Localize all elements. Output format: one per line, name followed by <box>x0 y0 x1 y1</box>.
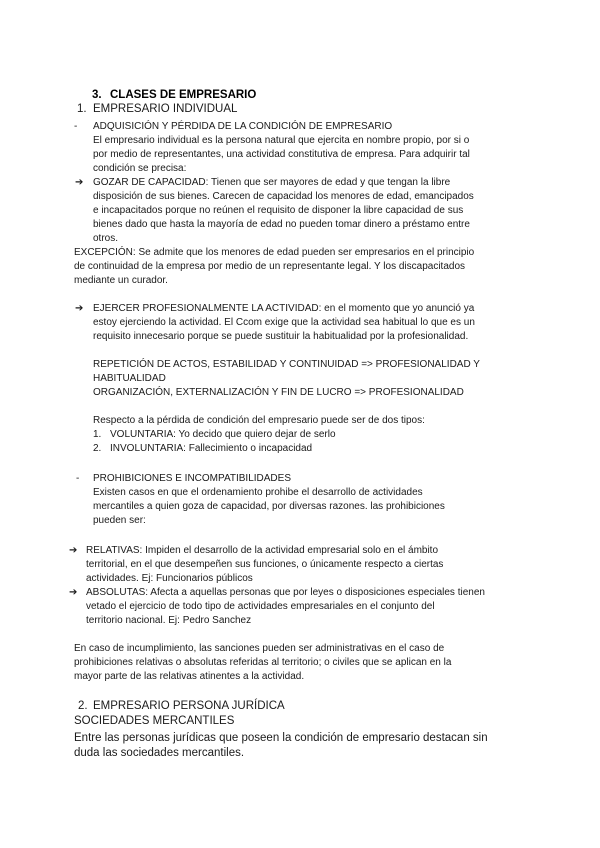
paragraph-line: condición se precisa: <box>93 163 187 174</box>
paragraph-line: ORGANIZACIÓN, EXTERNALIZACIÓN Y FIN DE LUCRO => PROFESIONALIDAD <box>93 387 464 398</box>
paragraph-line: e incapacitados porque no reúnen el requisito de disponer la libre capacidad de sus <box>93 205 464 216</box>
paragraph-line: actividades. Ej: Funcionarios públicos <box>86 573 253 584</box>
paragraph-line: de continuidad de la empresa por medio de un representante legal. Y los discapacitados <box>74 261 466 272</box>
juridica-title: EMPRESARIO PERSONA JURÍDICA <box>93 700 285 712</box>
list-item: INVOLUNTARIA: Fallecimiento o incapacidad <box>110 443 313 454</box>
paragraph-line: mediante un curador. <box>74 275 168 286</box>
paragraph-line: prohibiciones relativas o absolutas referidas al territorio; o civiles que se aplican en la <box>74 657 452 668</box>
list-number: 1. <box>93 429 102 440</box>
list-item: VOLUNTARIA: Yo decido que quiero dejar de serlo <box>110 429 336 440</box>
paragraph-line: vetado el ejercicio de todo tipo de actividades empresariales en el conjunto del <box>86 601 435 612</box>
individual-title: EMPRESARIO INDIVIDUAL <box>93 103 238 115</box>
paragraph-line: requisito innecesario porque se puede sustituir la habitualidad por la profesionalidad. <box>93 331 469 342</box>
paragraph-line: estoy ejerciendo la actividad. El Ccom exige que la actividad sea habitual lo que es un <box>93 317 475 328</box>
paragraph-line: ABSOLUTAS: Afecta a aquellas personas que por leyes o disposiciones especiales tienen <box>86 587 485 598</box>
paragraph-line: EXCEPCIÓN: Se admite que los menores de edad pueden ser empresarios en el principio <box>74 247 475 258</box>
paragraph-line: bienes dado que hasta la mayoría de edad no pueden tomar dinero a préstamo entre <box>93 219 470 230</box>
paragraph-line: EJERCER PROFESIONALMENTE LA ACTIVIDAD: en el momento que yo anunció ya <box>93 303 475 314</box>
arrow-bullet-icon: ➔ <box>75 303 84 314</box>
section-number: 3. <box>92 89 102 101</box>
paragraph-line: disposición de sus bienes. Carecen de capacidad los menores de edad, emancipados <box>93 191 474 202</box>
individual-number: 1. <box>77 103 87 115</box>
paragraph-line: pueden ser: <box>93 515 146 526</box>
paragraph-line: territorio nacional. Ej: Pedro Sanchez <box>86 615 252 626</box>
paragraph-line: mayor parte de las relativas atinentes a la actividad. <box>74 671 305 682</box>
arrow-bullet-icon: ➔ <box>69 587 78 598</box>
paragraph-line: Respecto a la pérdida de condición del empresario puede ser de dos tipos: <box>93 415 425 426</box>
paragraph-line: Entre las personas jurídicas que poseen la condición de empresario destacan sin <box>74 732 488 744</box>
section-title: CLASES DE EMPRESARIO <box>110 89 257 101</box>
juridica-subtitle: SOCIEDADES MERCANTILES <box>74 715 235 727</box>
paragraph-line: duda las sociedades mercantiles. <box>74 747 245 759</box>
paragraph-line: El empresario individual es la persona natural que ejercita en nombre propio, por si o <box>93 135 470 146</box>
dash-bullet: - <box>76 473 80 484</box>
paragraph-line: En caso de incumplimiento, las sanciones pueden ser administrativas en el caso de <box>74 643 445 654</box>
prohibiciones-heading: PROHIBICIONES E INCOMPATIBILIDADES <box>93 473 291 484</box>
adquisicion-heading: ADQUISICIÓN Y PÉRDIDA DE LA CONDICIÓN DE EMPRESARIO <box>93 121 393 132</box>
arrow-bullet-icon: ➔ <box>69 545 78 556</box>
paragraph-line: territorial, en el que desempeñen sus funciones, o únicamente respecto a ciertas <box>86 559 444 570</box>
arrow-bullet-icon: ➔ <box>75 177 84 188</box>
paragraph-line: Existen casos en que el ordenamiento prohibe el desarrollo de actividades <box>93 487 423 498</box>
paragraph-line: otros. <box>93 233 119 244</box>
paragraph-line: por medio de representantes, una actividad constitutiva de empresa. Para adquirir tal <box>93 149 470 160</box>
paragraph-line: HABITUALIDAD <box>93 373 166 384</box>
juridica-number: 2. <box>78 700 88 712</box>
dash-bullet: - <box>74 121 78 132</box>
paragraph-line: REPETICIÓN DE ACTOS, ESTABILIDAD Y CONTINUIDAD => PROFESIONALIDAD Y <box>93 359 480 370</box>
list-number: 2. <box>93 443 102 454</box>
paragraph-line: mercantiles a quien goza de capacidad, por diversas razones. las prohibiciones <box>93 501 445 512</box>
paragraph-line: RELATIVAS: Impiden el desarrollo de la actividad empresarial solo en el ámbito <box>86 545 439 556</box>
paragraph-line: GOZAR DE CAPACIDAD: Tienen que ser mayores de edad y que tengan la libre <box>93 177 451 188</box>
